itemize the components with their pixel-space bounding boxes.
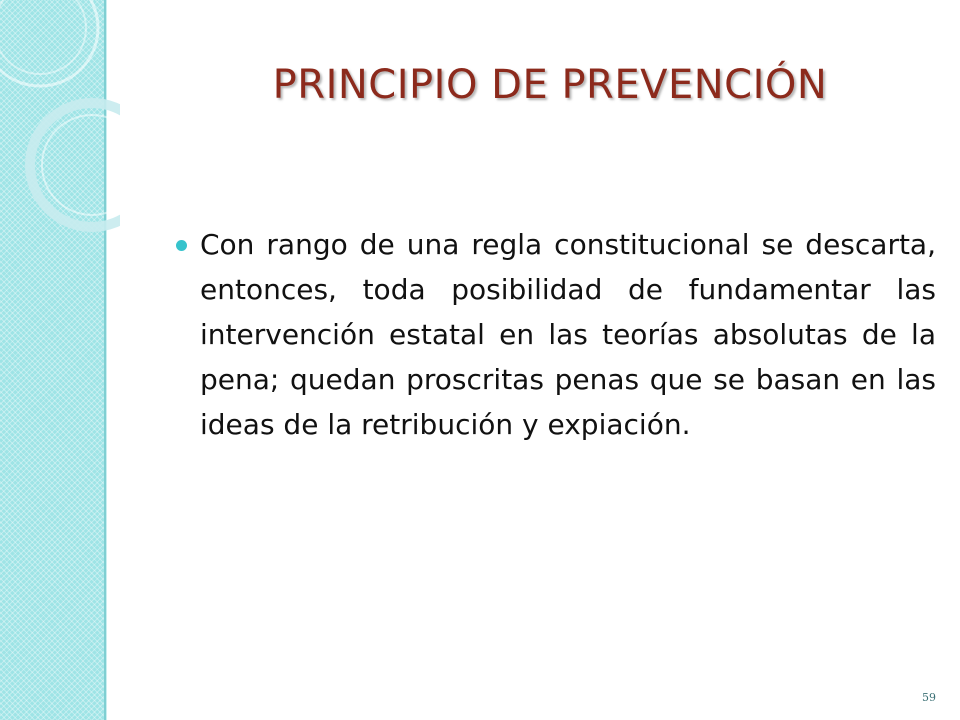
arc-decoration-icon [0,0,120,260]
bullet-text: Con rango de una regla constitucional se descarta, entonces, toda posibilidad de fundamentar las intervención estatal en las teorías absolutas de la pena; quedan proscritas penas que se basan en las ideas de la retribución y expiación. [200,228,936,441]
slide-body [176,222,936,447]
page-number: 59 [922,691,936,704]
slide-title: PRINCIPIO DE PREVENCIÓN [272,62,828,108]
bullet-icon [176,240,187,251]
bullet-item [176,222,936,447]
